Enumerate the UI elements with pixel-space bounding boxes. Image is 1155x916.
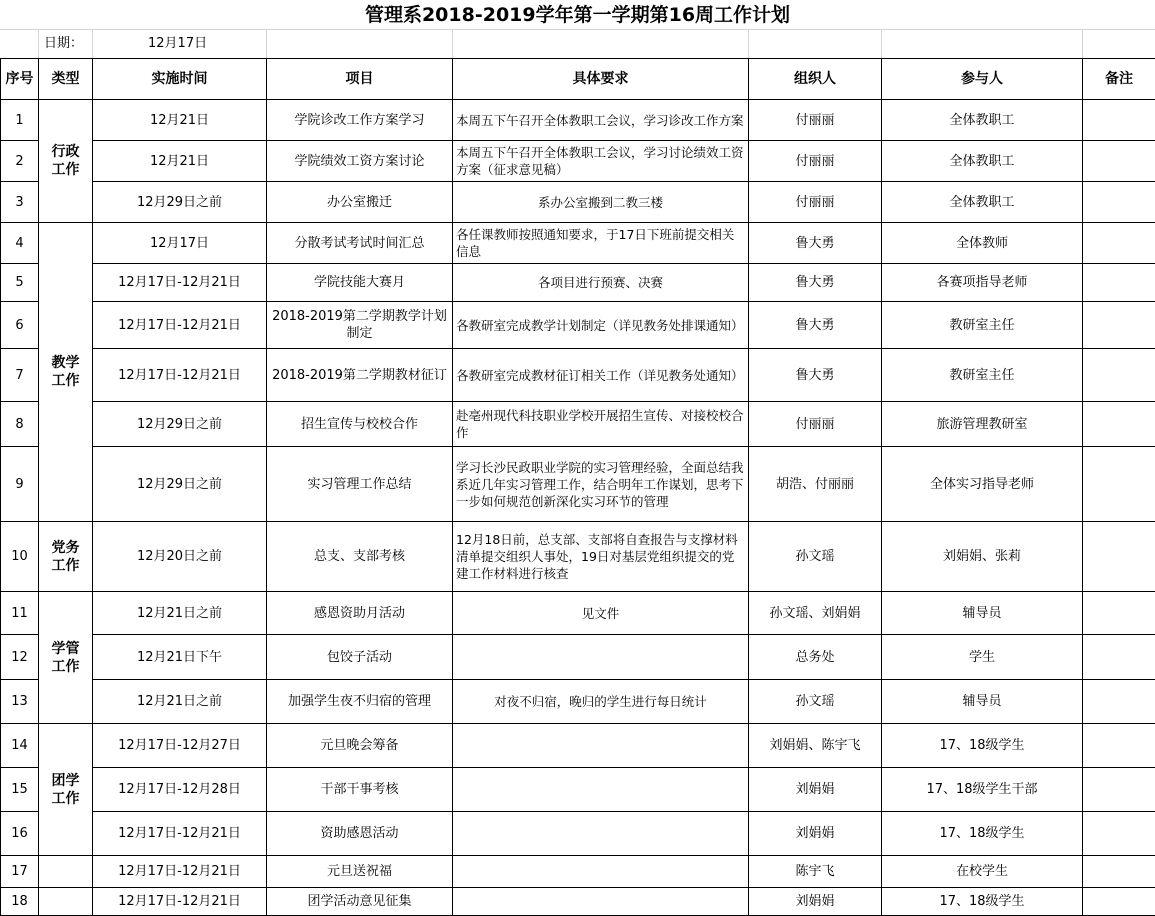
col-header-requirement: 具体要求 xyxy=(453,59,749,100)
date-label: 日期： xyxy=(44,30,83,58)
cell-project: 2018-2019第二学期教学计划制定 xyxy=(267,302,453,349)
cell-requirement xyxy=(453,888,749,916)
table-row xyxy=(1,182,1155,223)
cell-note xyxy=(1083,812,1155,856)
cell-project: 元旦送祝福 xyxy=(267,856,453,888)
cell-category-empty xyxy=(39,888,93,916)
cell-requirement: 赴亳州现代科技职业学校开展招生宣传、对接校校合作 xyxy=(453,402,749,447)
table-row xyxy=(1,264,1155,302)
cell-note xyxy=(1083,141,1155,182)
col-header-note: 备注 xyxy=(1083,59,1155,100)
cell-time: 12月29日之前 xyxy=(93,402,267,447)
category-admin xyxy=(39,100,93,223)
cell-organizer: 孙文瑶 xyxy=(749,522,882,592)
cell-project: 实习管理工作总结 xyxy=(267,447,453,522)
cell-participants: 刘娟娟、张莉 xyxy=(882,522,1083,592)
cell-note xyxy=(1083,635,1155,680)
cell-no: 14 xyxy=(1,724,39,768)
cell-no: 4 xyxy=(1,223,39,264)
cell-participants: 全体教职工 xyxy=(882,182,1083,223)
table-row xyxy=(1,856,1155,888)
cell-organizer: 鲁大勇 xyxy=(749,302,882,349)
page-title: 管理系2018-2019学年第一学期第16周工作计划 xyxy=(0,0,1155,30)
cell-note xyxy=(1083,724,1155,768)
cell-no: 2 xyxy=(1,141,39,182)
cell-participants: 全体实习指导老师 xyxy=(882,447,1083,522)
cell-time: 12月17日-12月21日 xyxy=(93,264,267,302)
cell-time: 12月17日-12月21日 xyxy=(93,812,267,856)
cell-organizer: 付丽丽 xyxy=(749,141,882,182)
cell-note xyxy=(1083,680,1155,724)
cell-time: 12月17日-12月21日 xyxy=(93,888,267,916)
cell-participants: 17、18级学生 xyxy=(882,888,1083,916)
header-row xyxy=(1,59,1155,100)
cell-time: 12月29日之前 xyxy=(93,182,267,223)
cell-organizer: 胡浩、付丽丽 xyxy=(749,447,882,522)
cell-project: 元旦晚会筹备 xyxy=(267,724,453,768)
cell-note xyxy=(1083,402,1155,447)
cell-no: 8 xyxy=(1,402,39,447)
cell-note xyxy=(1083,223,1155,264)
cell-no: 13 xyxy=(1,680,39,724)
date-value: 12月17日 xyxy=(148,30,207,58)
col-header-organizer: 组织人 xyxy=(749,59,882,100)
cell-organizer: 刘娟娟 xyxy=(749,768,882,812)
cell-requirement: 见文件 xyxy=(453,592,749,635)
cell-no: 1 xyxy=(1,100,39,141)
cell-participants: 学生 xyxy=(882,635,1083,680)
cell-no: 6 xyxy=(1,302,39,349)
cell-no: 15 xyxy=(1,768,39,812)
cell-requirement: 各教研室完成教材征订相关工作（详见教务处通知） xyxy=(453,349,749,402)
cell-requirement: 本周五下午召开全体教职工会议，学习讨论绩效工资方案（征求意见稿） xyxy=(453,141,749,182)
cell-no: 12 xyxy=(1,635,39,680)
col-header-time: 实施时间 xyxy=(93,59,267,100)
cell-organizer: 刘娟娟 xyxy=(749,812,882,856)
cell-project: 包饺子活动 xyxy=(267,635,453,680)
cell-requirement xyxy=(453,635,749,680)
cell-requirement: 各项目进行预赛、决赛 xyxy=(453,264,749,302)
category-label: 行政 工作 xyxy=(52,144,80,178)
cell-time: 12月17日-12月28日 xyxy=(93,768,267,812)
cell-requirement: 对夜不归宿，晚归的学生进行每日统计 xyxy=(453,680,749,724)
category-label: 教学 工作 xyxy=(52,355,80,389)
cell-participants: 辅导员 xyxy=(882,592,1083,635)
table-row xyxy=(1,302,1155,349)
cell-no: 3 xyxy=(1,182,39,223)
cell-time: 12月21日之前 xyxy=(93,680,267,724)
cell-note xyxy=(1083,447,1155,522)
cell-note xyxy=(1083,856,1155,888)
cell-organizer: 鲁大勇 xyxy=(749,223,882,264)
table-row xyxy=(1,812,1155,856)
cell-time: 12月21日之前 xyxy=(93,592,267,635)
table-row xyxy=(1,768,1155,812)
cell-no: 17 xyxy=(1,856,39,888)
cell-organizer: 鲁大勇 xyxy=(749,349,882,402)
cell-project: 资助感恩活动 xyxy=(267,812,453,856)
cell-participants: 教研室主任 xyxy=(882,302,1083,349)
cell-no: 18 xyxy=(1,888,39,916)
cell-no: 9 xyxy=(1,447,39,522)
cell-project: 学院绩效工资方案讨论 xyxy=(267,141,453,182)
cell-requirement xyxy=(453,724,749,768)
cell-project: 团学活动意见征集 xyxy=(267,888,453,916)
category-student-affairs xyxy=(39,592,93,724)
col-header-no: 序号 xyxy=(1,59,39,100)
cell-time: 12月17日-12月21日 xyxy=(93,302,267,349)
cell-project: 办公室搬迁 xyxy=(267,182,453,223)
cell-participants: 辅导员 xyxy=(882,680,1083,724)
cell-note xyxy=(1083,100,1155,141)
cell-no: 5 xyxy=(1,264,39,302)
cell-organizer: 陈宇飞 xyxy=(749,856,882,888)
cell-organizer: 付丽丽 xyxy=(749,402,882,447)
cell-no: 10 xyxy=(1,522,39,592)
cell-time: 12月17日-12月27日 xyxy=(93,724,267,768)
cell-project: 干部干事考核 xyxy=(267,768,453,812)
cell-participants: 17、18级学生干部 xyxy=(882,768,1083,812)
cell-project: 分散考试考试时间汇总 xyxy=(267,223,453,264)
table-row xyxy=(1,402,1155,447)
cell-requirement xyxy=(453,856,749,888)
cell-no: 16 xyxy=(1,812,39,856)
cell-participants: 教研室主任 xyxy=(882,349,1083,402)
cell-organizer: 付丽丽 xyxy=(749,100,882,141)
cell-no: 7 xyxy=(1,349,39,402)
cell-time: 12月20日之前 xyxy=(93,522,267,592)
category-teaching xyxy=(39,223,93,522)
cell-note xyxy=(1083,349,1155,402)
cell-time: 12月29日之前 xyxy=(93,447,267,522)
table-row xyxy=(1,100,1155,141)
cell-project: 加强学生夜不归宿的管理 xyxy=(267,680,453,724)
date-row xyxy=(0,30,1155,58)
cell-organizer: 刘娟娟、陈宇飞 xyxy=(749,724,882,768)
cell-project: 学院技能大赛月 xyxy=(267,264,453,302)
cell-organizer: 孙文瑶、刘娟娟 xyxy=(749,592,882,635)
cell-participants: 全体教职工 xyxy=(882,141,1083,182)
cell-requirement: 系办公室搬到二教三楼 xyxy=(453,182,749,223)
category-youth-league xyxy=(39,724,93,856)
cell-note xyxy=(1083,888,1155,916)
table-row xyxy=(1,223,1155,264)
cell-time: 12月21日 xyxy=(93,100,267,141)
cell-requirement: 本周五下午召开全体教职工会议，学习诊改工作方案 xyxy=(453,100,749,141)
cell-participants: 全体教师 xyxy=(882,223,1083,264)
table-row xyxy=(1,592,1155,635)
cell-organizer: 孙文瑶 xyxy=(749,680,882,724)
col-header-type: 类型 xyxy=(39,59,93,100)
table-row xyxy=(1,635,1155,680)
category-label: 学管 工作 xyxy=(52,641,80,675)
cell-note xyxy=(1083,182,1155,223)
cell-participants: 17、18级学生 xyxy=(882,724,1083,768)
cell-project: 2018-2019第二学期教材征订 xyxy=(267,349,453,402)
cell-requirement: 各任课教师按照通知要求，于17日下班前提交相关信息 xyxy=(453,223,749,264)
cell-participants: 全体教职工 xyxy=(882,100,1083,141)
category-label: 党务 工作 xyxy=(52,540,80,574)
cell-project: 感恩资助月活动 xyxy=(267,592,453,635)
work-plan-table xyxy=(0,58,1155,916)
cell-time: 12月17日-12月21日 xyxy=(93,856,267,888)
cell-participants: 17、18级学生 xyxy=(882,812,1083,856)
cell-organizer: 刘娟娟 xyxy=(749,888,882,916)
cell-time: 12月21日 xyxy=(93,141,267,182)
cell-organizer: 鲁大勇 xyxy=(749,264,882,302)
cell-requirement: 各教研室完成教学计划制定（详见教务处排课通知） xyxy=(453,302,749,349)
cell-no: 11 xyxy=(1,592,39,635)
cell-project: 学院诊改工作方案学习 xyxy=(267,100,453,141)
cell-note xyxy=(1083,522,1155,592)
table-row xyxy=(1,349,1155,402)
cell-time: 12月17日-12月21日 xyxy=(93,349,267,402)
table-row xyxy=(1,888,1155,916)
table-row xyxy=(1,447,1155,522)
col-header-project: 项目 xyxy=(267,59,453,100)
cell-participants: 在校学生 xyxy=(882,856,1083,888)
cell-requirement xyxy=(453,812,749,856)
cell-project: 招生宣传与校校合作 xyxy=(267,402,453,447)
cell-note xyxy=(1083,264,1155,302)
table-row xyxy=(1,522,1155,592)
cell-time: 12月17日 xyxy=(93,223,267,264)
table-row xyxy=(1,724,1155,768)
cell-note xyxy=(1083,302,1155,349)
col-header-participants: 参与人 xyxy=(882,59,1083,100)
table-row xyxy=(1,141,1155,182)
cell-category-empty xyxy=(39,856,93,888)
cell-organizer: 总务处 xyxy=(749,635,882,680)
cell-note xyxy=(1083,592,1155,635)
category-label: 团学 工作 xyxy=(52,773,80,807)
cell-time: 12月21日下午 xyxy=(93,635,267,680)
cell-note xyxy=(1083,768,1155,812)
cell-requirement: 12月18日前，总支部、支部将自查报告与支撑材料清单提交组织人事处，19日对基层党组织提交的党建工作材料进行核查 xyxy=(453,522,749,592)
cell-organizer: 付丽丽 xyxy=(749,182,882,223)
cell-requirement: 学习长沙民政职业学院的实习管理经验，全面总结我系近几年实习管理工作，结合明年工作谋划，思考下一步如何规范创新深化实习环节的管理 xyxy=(453,447,749,522)
cell-participants: 各赛项指导老师 xyxy=(882,264,1083,302)
table-row xyxy=(1,680,1155,724)
cell-requirement xyxy=(453,768,749,812)
cell-participants: 旅游管理教研室 xyxy=(882,402,1083,447)
cell-project: 总支、支部考核 xyxy=(267,522,453,592)
category-party xyxy=(39,522,93,592)
